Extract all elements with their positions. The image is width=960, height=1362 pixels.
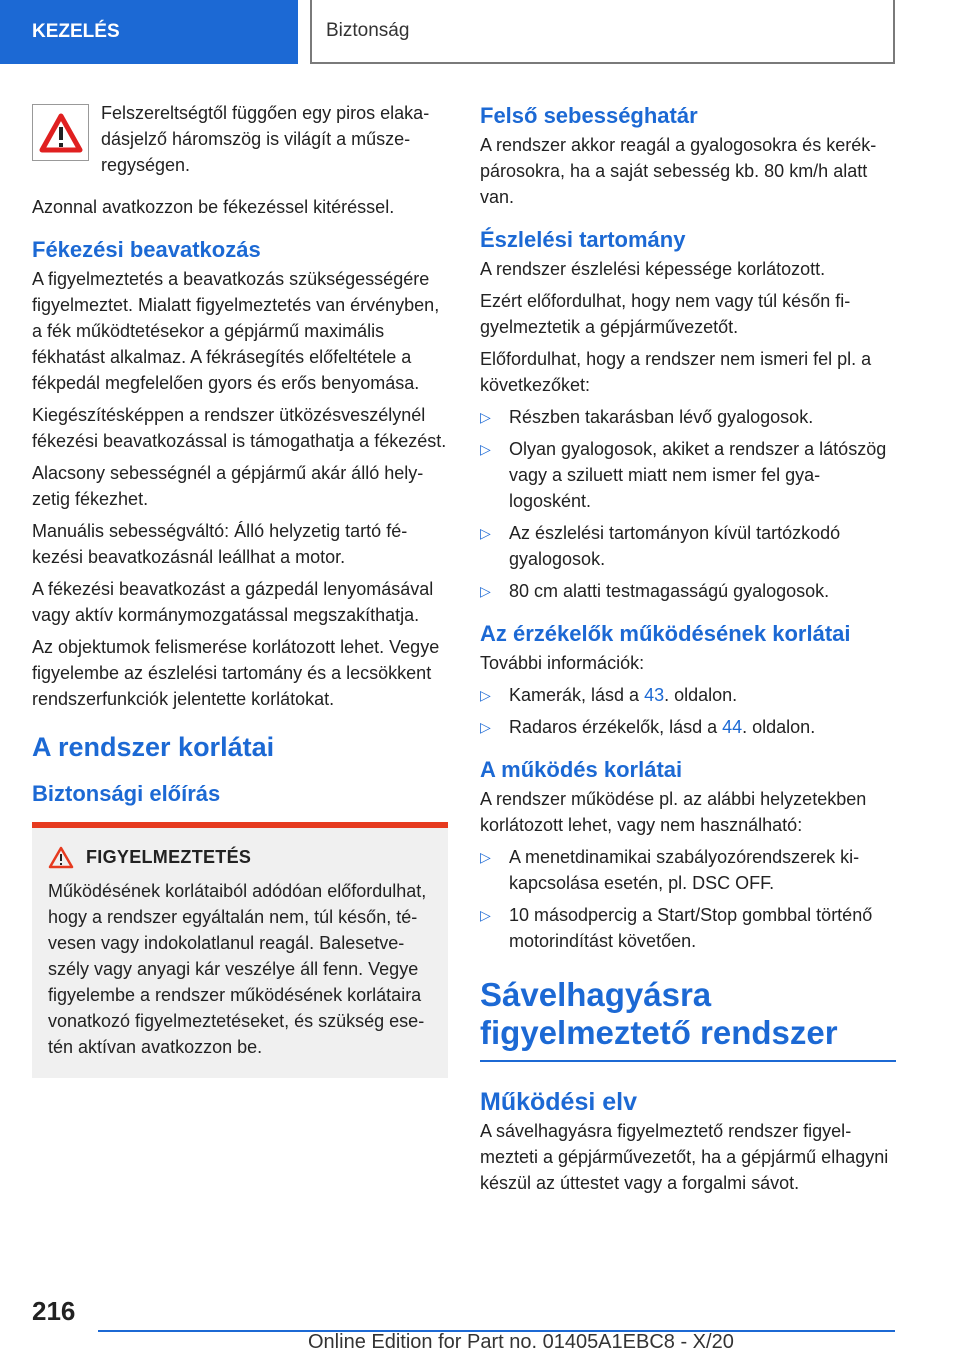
- sensor-item-text: Radaros érzékelők, lásd a: [509, 717, 723, 737]
- brake-paragraph: A figyelmeztetés a beavatkozás szükségességére figyelmeztet. Mialatt figyelmeztetés van érvényben, a fék működtetésekor a gépjármű maximális fékhatást alkalmaz. A fékrásegítés előfeltétele a fékpedál megfelelően gyors és erős benyomása.: [32, 269, 440, 393]
- sensor-item-text: Kamerák, lásd a: [509, 685, 645, 705]
- detect-paragraph: A rendszer észlelési képessége korlátozott.: [480, 259, 826, 279]
- warning-triangle-icon: [48, 846, 74, 869]
- footer-edition: Online Edition for Part no. 01405A1EBC8 - X/20: [308, 1331, 734, 1353]
- header-chapter-label: Biztonság: [326, 20, 410, 41]
- function-limits-intro: A rendszer működése pl. az alábbi helyzetekben korlátozott lehet, vagy nem használható:: [480, 789, 867, 835]
- limits-heading: A rendszer korlátai: [32, 732, 275, 762]
- warning-triangle-icon: [32, 104, 89, 161]
- sensor-item-text: . oldalon.: [742, 717, 816, 737]
- page-number: 216: [32, 1296, 76, 1326]
- safety-heading: Biztonsági előírás: [32, 781, 221, 806]
- list-item: [480, 714, 896, 740]
- speed-heading: Felső sebességhatár: [480, 103, 698, 128]
- warning-text: Működésének korlátaiból adódóan előfordulhat, hogy a rendszer egyáltalán nem, túl későn, tévesen vagy indokolatlanul reagál. Balesetveszély vagy anyagi kár veszélye áll fenn. Vegye figyelembe a rendszer működésének korlátaira vonatkozó figyelmeztetéseket, és szükség esetén aktívan avatkozzon be.: [48, 881, 427, 1057]
- list-item: [480, 682, 896, 708]
- intro-action-text: Azonnal avatkozzon be fékezéssel kitéréssel.: [32, 197, 395, 217]
- detect-heading: Észlelési tartomány: [480, 227, 686, 252]
- brake-paragraph: A fékezési beavatkozást a gázpedál lenyomásával vagy aktív kormánymozgatással megszakíthatja.: [32, 579, 434, 625]
- sensor-heading: Az érzékelők működésének korlátai: [480, 621, 851, 646]
- lane-departure-heading: Sávelhagyásra figyelmeztető rendszer: [480, 976, 896, 1062]
- list-item: ▷ 80 cm alatti testmagasságú gyalogosok.: [480, 578, 896, 604]
- brake-heading: Fékezési beavatkozás: [32, 237, 261, 262]
- brake-paragraph: Manuális sebességváltó: Álló helyzetig tartó fékezési beavatkozásnál leállhat a motor.: [32, 521, 408, 567]
- principle-text: A sávelhagyásra figyelmeztető rendszer figyelmezteti a gépjárművezetőt, ha a gépjármű elhagyni készül az úttestet vagy a forgalmi sávot.: [480, 1121, 889, 1193]
- left-column: [32, 100, 448, 1078]
- function-limits-list: [480, 844, 896, 954]
- instrument-warning-note: [32, 100, 448, 178]
- list-item: ▷ Olyan gyalogosok, akiket a rendszer a látószög vagy a sziluett miatt nem ismer fel gyalogosként.: [480, 436, 896, 514]
- function-limits-heading: A működés korlátai: [480, 757, 683, 782]
- principle-heading: Működési elv: [480, 1088, 637, 1116]
- sensor-list: [480, 682, 896, 740]
- page-link-43[interactable]: 43: [644, 685, 665, 705]
- brake-paragraph: Alacsony sebességnél a gépjármű akár álló helyzetig fékezhet.: [32, 463, 424, 509]
- speed-text: A rendszer akkor reagál a gyalogosokra és kerékpárosokra, ha a saját sebesség kb. 80 km/h alatt van.: [480, 135, 877, 207]
- detect-paragraph: Ezért előfordulhat, hogy nem vagy túl későn figyelmeztetik a gépjárművezetőt.: [480, 291, 851, 337]
- brake-paragraph: Az objektumok felismerése korlátozott lehet. Vegye figyelembe az észlelési tartomány és a lecsökkent rendszerfunkciók jelentette korlátokat.: [32, 637, 440, 709]
- warning-title-label: FIGYELMEZTETÉS: [86, 847, 252, 867]
- warning-title: [48, 844, 438, 870]
- header-section-tab: [0, 0, 298, 64]
- list-item: ▷ A menetdinamikai szabályozórendszerek kikapcsolása esetén, pl. DSC OFF.: [480, 844, 896, 896]
- detect-list: [480, 404, 896, 604]
- header-chapter: [310, 0, 895, 64]
- right-column: [480, 100, 896, 1202]
- sensor-intro: További információk:: [480, 653, 645, 673]
- brake-paragraph: Kiegészítésképpen a rendszer ütközésveszélynél fékezési beavatkozással is támogathatja a fékezést.: [32, 405, 447, 451]
- page-link-44[interactable]: 44: [722, 717, 743, 737]
- list-item: ▷ 10 másodpercig a Start/Stop gombbal történő motorindítást követően.: [480, 902, 896, 954]
- list-item: ▷ Az észlelési tartományon kívül tartózkodó gyalogosok.: [480, 520, 896, 572]
- sensor-item-text: . oldalon.: [664, 685, 738, 705]
- detect-paragraph: Előfordulhat, hogy a rendszer nem ismeri fel pl. a következőket:: [480, 349, 872, 395]
- header-section-label: KEZELÉS: [32, 21, 120, 42]
- warning-box: [32, 822, 448, 1078]
- intro-warning-text: Felszereltségtől függően egy piros elakadásjelző háromszög is világít a műszeregységen.: [101, 103, 430, 175]
- list-item: ▷ Részben takarásban lévő gyalogosok.: [480, 404, 896, 430]
